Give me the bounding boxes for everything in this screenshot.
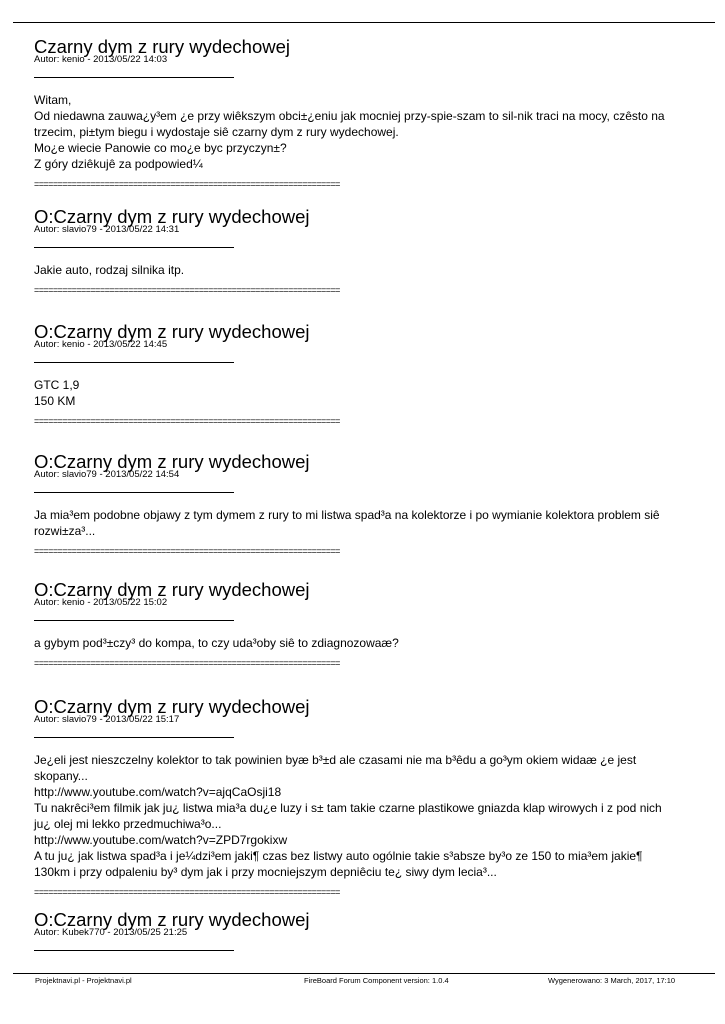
post-author-date: Autor: slavio79 - 2013/05/22 14:54 (34, 469, 180, 480)
post-author-date: Autor: Kubek770 - 2013/05/25 21:25 (34, 927, 188, 938)
post-body-line: GTC 1,9 (34, 378, 80, 392)
post-title: Czarny dym z rury wydechowej (34, 36, 290, 57)
post-body-line: Witam, (34, 93, 72, 107)
footer-site: Projektnavi.pl - Projektnavi.pl (35, 976, 132, 985)
post-title: O:Czarny dym z rury wydechowej (34, 579, 310, 600)
forum-post (34, 580, 674, 668)
post-title: O:Czarny dym z rury wydechowej (34, 321, 310, 342)
forum-post (34, 322, 674, 426)
post-title: O:Czarny dym z rury wydechowej (34, 909, 310, 930)
post-separator: ================================================================= (34, 887, 340, 897)
post-body-line: http://www.youtube.com/watch?v=ajqCaOsji18 (34, 785, 282, 799)
post-body (34, 635, 672, 651)
post-meta-divider (34, 492, 234, 493)
post-body-line: Je¿eli jest nieszczelny kolektor to tak powinien byæ b³±d ale czasami nie ma b³êdu a go³ym okiem widaæ ¿e jest skopany... (34, 753, 640, 783)
post-body-line: Od niedawna zauwa¿y³em ¿e przy wiêkszym obci±¿eniu jak mocniej przy-spie-szam to sil-nik traci na mocy, czêsto na trzecim, pi±tym biegu i wydostaje siê czarny dym z rury wydechowej. (34, 109, 668, 139)
post-meta-divider (34, 247, 234, 248)
post-body (34, 377, 672, 409)
post-body-line: 150 KM (34, 394, 76, 408)
post-separator: ================================================================= (34, 179, 340, 189)
post-body (34, 507, 672, 539)
post-author-date: Autor: slavio79 - 2013/05/22 14:31 (34, 224, 180, 235)
post-body (34, 262, 672, 278)
post-title: O:Czarny dym z rury wydechowej (34, 451, 310, 472)
post-separator: ================================================================= (34, 546, 340, 556)
post-title: O:Czarny dym z rury wydechowej (34, 696, 310, 717)
forum-post (34, 207, 674, 295)
post-meta-divider (34, 950, 234, 951)
post-separator: ================================================================= (34, 285, 340, 295)
forum-post (34, 37, 674, 189)
post-body-line: A tu ju¿ jak listwa spad³a i je¼dzi³em jaki¶ czas bez listwy auto ogólnie takie s³absze by³o ze 150 to mia³em jakie¶ 130km i przy odpaleniu by³ dym jak i przy mocniejszym depniêciu te¿ siwy dym lecia³... (34, 849, 646, 879)
post-body-line: a gybym pod³±czy³ do kompa, to czy uda³oby siê to zdiagnozowaæ? (34, 636, 399, 650)
post-author-date: Autor: slavio79 - 2013/05/22 15:17 (34, 714, 180, 725)
header-rule (13, 22, 715, 23)
post-body (34, 752, 672, 880)
forum-post (34, 697, 674, 897)
post-separator: ================================================================= (34, 658, 340, 668)
post-author-date: Autor: kenio - 2013/05/22 14:03 (34, 54, 168, 65)
forum-post (34, 452, 674, 556)
post-meta-divider (34, 362, 234, 363)
post-body-line: Ja mia³em podobne objawy z tym dymem z rury to mi listwa spad³a na kolektorze i po wymianie kolektora problem siê rozwi±za³... (34, 508, 663, 538)
post-meta-divider (34, 737, 234, 738)
post-body-line: Jakie auto, rodzaj silnika itp. (34, 263, 185, 277)
post-body-line: Z góry dziêkujê za podpowied¼ (34, 157, 203, 171)
post-body-line: http://www.youtube.com/watch?v=ZPD7rgokixw (34, 833, 288, 847)
post-title: O:Czarny dym z rury wydechowej (34, 206, 310, 227)
forum-post (34, 910, 674, 951)
footer-component-version: FireBoard Forum Component version: 1.0.4 (304, 976, 449, 985)
post-body-line: Tu nakrêci³em filmik jak ju¿ listwa mia³a du¿e luzy i s± tam takie czarne plastikowe gniazda klap wirowych i z pod nich ju¿ olej mi lekko przedmuchiwa³o... (34, 801, 666, 831)
post-body-line: Mo¿e wiecie Panowie co mo¿e byc przyczyn±? (34, 141, 287, 155)
footer-rule (13, 973, 715, 974)
post-meta-divider (34, 620, 234, 621)
footer-generated-date: Wygenerowano: 3 March, 2017, 17:10 (548, 976, 676, 985)
post-meta-divider (34, 77, 234, 78)
post-body (34, 92, 672, 172)
post-author-date: Autor: kenio - 2013/05/22 15:02 (34, 597, 168, 608)
post-author-date: Autor: kenio - 2013/05/22 14:45 (34, 339, 168, 350)
post-separator: ================================================================= (34, 416, 340, 426)
